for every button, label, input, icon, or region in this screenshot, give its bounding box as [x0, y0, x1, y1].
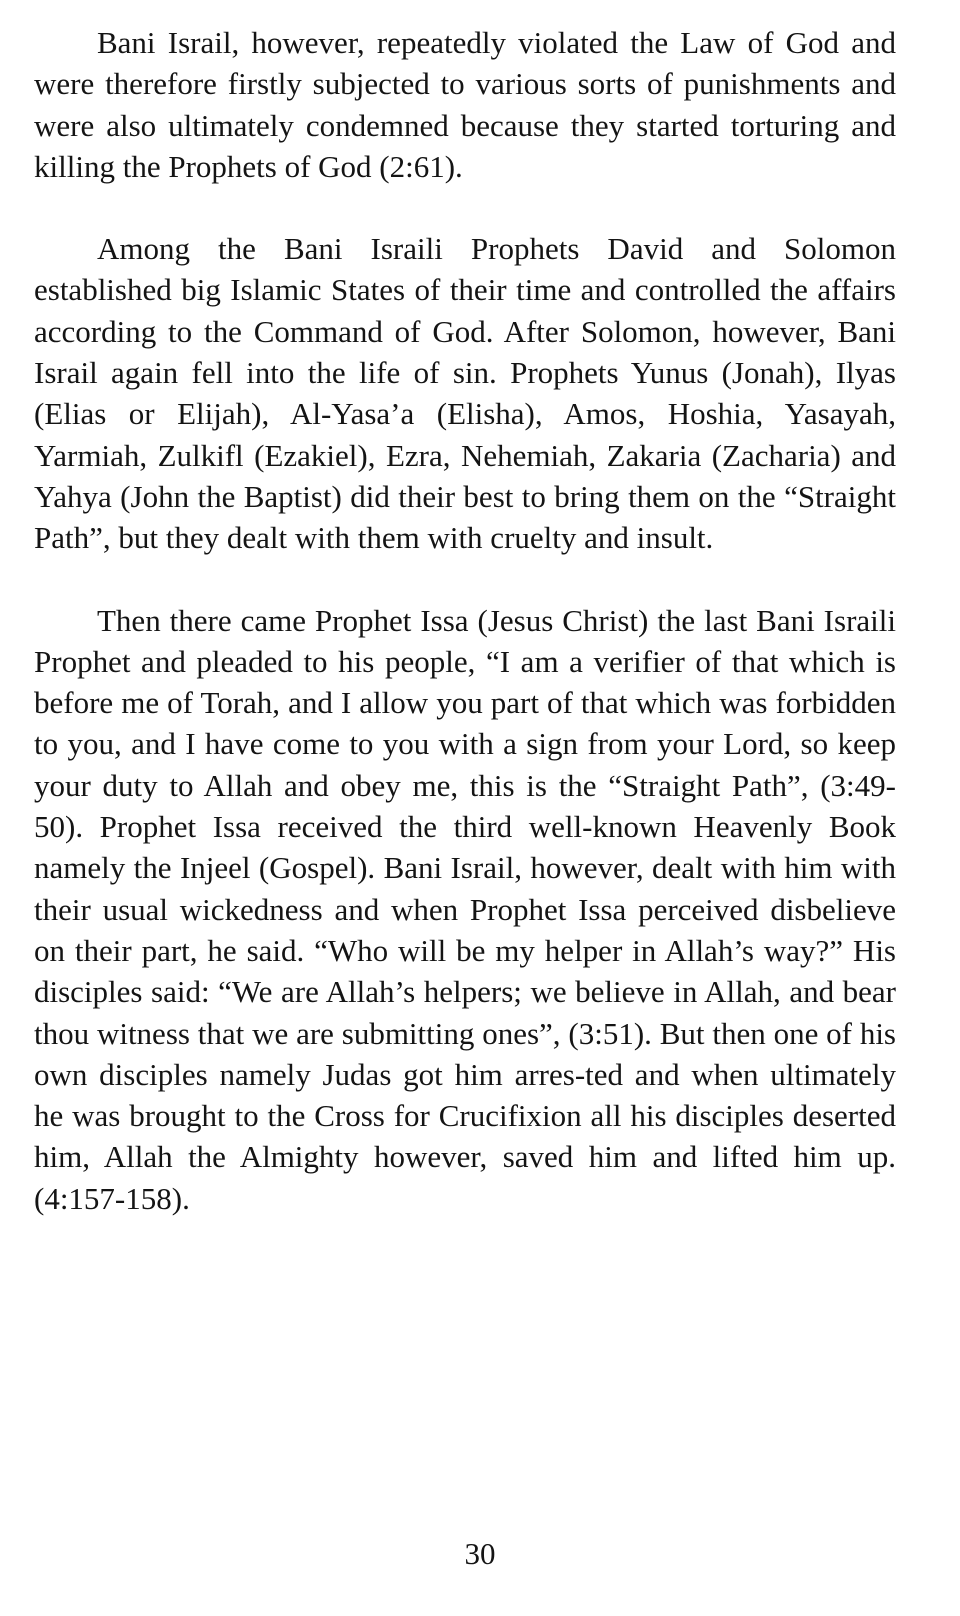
paragraph-prophet-issa: Then there came Prophet Issa (Jesus Christ) the last Bani Israili Prophet and pleaded to his people, “I am a verifier of that which is before me of Torah, and I allow you part of that which was forbidden to you, and I have come to you with a sign from your Lord, so keep your duty to Allah and obey me, this is the “Straight Path”, (3:49-50). Prophet Issa received the third well-known Heavenly Book namely the Injeel (Gospel). Bani Israil, however, dealt with him with their usual wickedness and when Prophet Issa perceived disbelieve on their part, he said. “Who will be my helper in Allah’s way?” His disciples said: “We are Allah’s helpers; we believe in Allah, and bear thou witness that we are submitting ones”, (3:51). But then one of his own disciples namely Judas got him arres-ted and when ultimately he was brought to the Cross for Crucifixion all his disciples deserted him, Allah the Almighty however, saved him and lifted him up. (4:157-158). [34, 602, 896, 1216]
paragraph-bani-israil-violations: Bani Israil, however, repeatedly violated the Law of God and were therefore firstly subjected to various sorts of punishments and were also ultimately condemned because they started torturing and killing the Prophets of God (2:61). [34, 25, 896, 184]
paragraph-bani-israili-prophets: Among the Bani Israili Prophets David and Solomon established big Islamic States of their time and controlled the affairs according to the Command of God. After Solomon, however, Bani Israil again fell into the life of sin. Prophets Yunus (Jonah), Ilyas (Elias or Elijah), Al-Yasa’a (Elisha), Amos, Hoshia, Yasayah, Yarmiah, Zulkifl (Ezakiel), Ezra, Nehemiah, Zakaria (Zacharia) and Yahya (John the Baptist) did their best to bring them on the “Straight Path”, but they dealt with them with cruelty and insult. [34, 231, 896, 556]
page-body [34, 22, 896, 1260]
page-number: 30 [464, 1536, 496, 1571]
